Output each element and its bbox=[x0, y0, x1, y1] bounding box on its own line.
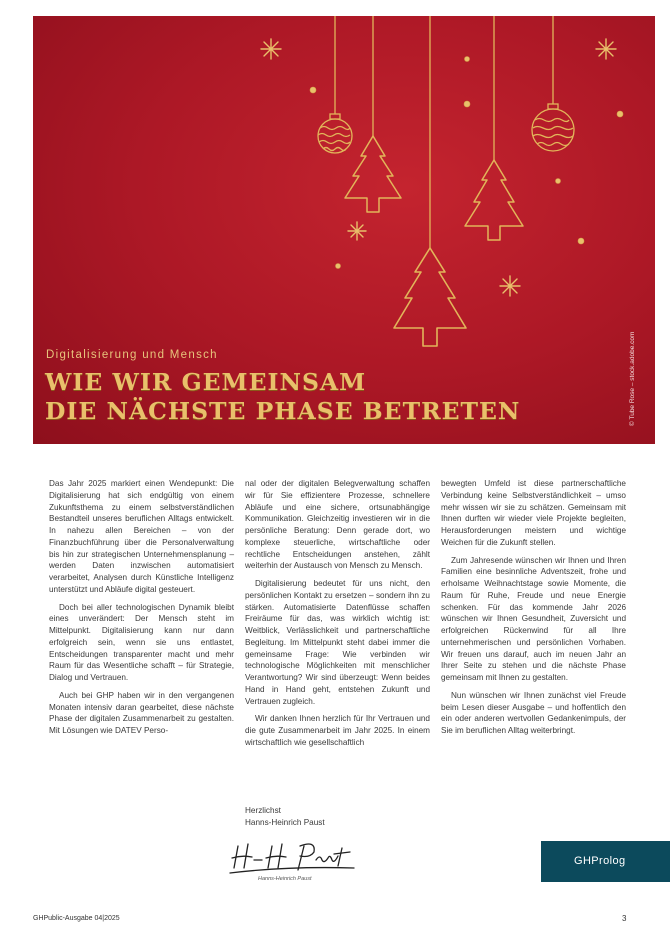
christmas-tree-icon bbox=[345, 136, 401, 212]
paragraph: bewegten Umfeld ist diese partnerschaftliche Verbindung keine Selbstverständlichkeit – umso mehr wissen wir sie zu schätzen. Gemeinsam mit Ihnen durften wir wieder viele Projekte begleiten, Herausforderungen meistern und wichtige Weichen für die Zukunft stellen. bbox=[441, 479, 626, 547]
article-column-2 bbox=[245, 478, 430, 755]
paragraph: Nun wünschen wir Ihnen zunächst viel Freude beim Lesen dieser Ausgabe – und hoffentlich den ein oder anderen wertvollen Gedankenimpuls, der Sie im beruflichen Alltag weiterbringt. bbox=[441, 690, 626, 735]
handwritten-signature bbox=[228, 838, 358, 878]
article-column-1 bbox=[49, 478, 234, 743]
paragraph: Doch bei aller technologischen Dynamik bleibt eines unverändert: Der Mensch steht im Mittelpunkt. Digitalisierung kann nur dann erfolgreich sein, wenn sie uns entlastet, Entscheidungen transparenter macht und mehr Raum für das Wesentliche schafft – für Strategie, Dialog und Vertrauen. bbox=[49, 602, 234, 682]
christmas-tree-icon bbox=[465, 160, 523, 240]
paragraph: Digitalisierung bedeutet für uns nicht, den persönlichen Kontakt zu ersetzen – sondern ihn zu stärken. Automatisierte Datenflüsse schaffen Freiräume für das, was wirklich wichtig ist: Weitblick, Verlässlichkeit und partnerschaftliche Begleitung. Im Mittelpunkt steht dabei immer die gemeinsame Frage: Wie verbinden wir technologische Möglichkeiten mit menschlicher Verantwortung? Wir sind überzeugt: Wenn beides Hand in Hand geht, entstehen Zukunft und Vertrauen zugleich. bbox=[245, 579, 430, 706]
paragraph: Zum Jahresende wünschen wir Ihnen und Ihren Familien eine besinnliche Adventszeit, frohe und erholsame Weihnachtstage sowie Momente, die Raum für Ruhe, Freude und neue Energie schenken. Für das kommende Jahr 2026 wünschen wir Ihnen Gesundheit, Zuversicht und erfolgreichen Rückenwind für all Ihre unternehmerischen und persönlichen Vorhaben. Wir freuen uns darauf, auch im neuen Jahr an Ihrer Seite zu stehen und die nächste Phase gemeinsam mit Ihnen zu gestalten. bbox=[441, 555, 626, 682]
article-column-3 bbox=[441, 478, 626, 743]
image-credit: © Tube Rose – stock.adobe.com bbox=[629, 331, 636, 426]
paragraph: nal oder der digitalen Belegverwaltung schaffen wir für Sie effizientere Prozesse, schnellere Abläufe und eine sichere, ortsunabhängige Kommunikation. Gleichzeitig investieren wir in die persönliche Beratung: Denn gerade dort, wo komplexe steuerliche, wirtschaftliche oder rechtliche Entscheidungen anstehen, zählt weiterhin der Austausch von Mensch zu Mensch. bbox=[245, 479, 430, 571]
bauble-icon bbox=[532, 104, 574, 151]
author-name: Hanns-Heinrich Paust bbox=[245, 818, 325, 827]
page-title bbox=[45, 368, 520, 426]
page-number: 3 bbox=[622, 914, 627, 923]
snowflake-icon bbox=[500, 276, 520, 296]
paragraph: Wir danken Ihnen herzlich für Ihr Vertrauen und die gute Zusammenarbeit im Jahr 2025. In einem wirtschaftlich wie gesellschaftlich bbox=[245, 714, 430, 747]
snowflake-icon bbox=[261, 39, 281, 59]
closing-greeting: Herzlichst bbox=[245, 806, 281, 815]
snowflake-icon bbox=[348, 222, 366, 240]
hero-banner bbox=[33, 16, 655, 444]
bauble-icon bbox=[318, 114, 352, 153]
signature-caption: Hanns-Heinrich Paust bbox=[258, 876, 312, 882]
footer-issue: GHPublic-Ausgabe 04|2025 bbox=[33, 915, 120, 922]
closing-block bbox=[245, 805, 325, 829]
headline-line-1: WIE WIR GEMEINSAM bbox=[45, 368, 367, 396]
paragraph: Auch bei GHP haben wir in den vergangenen Monaten intensiv daran gearbeitet, diese nächste Phase der digitalen Zusammenarbeit zu gestalten. Mit Lösungen wie DATEV Perso- bbox=[49, 690, 234, 735]
paragraph: Das Jahr 2025 markiert einen Wendepunkt: Die Digitalisierung hat sich endgültig von einem Zukunftsthema zu einem selbstverständlichen Bestandteil unseres beruflichen Alltags entwickelt. In nahezu allen Bereichen – von der Finanzbuchführung über die Personalverwaltung bis hin zur strategischen Unternehmensplanung – werden Daten inzwischen automatisiert verarbeitet, Analysen durch Künstliche Intelligenz unterstützt und Abläufe digital gesteuert. bbox=[49, 479, 234, 594]
section-kicker: Digitalisierung und Mensch bbox=[46, 349, 218, 361]
section-tab: GHProlog bbox=[541, 841, 670, 882]
headline-line-2: DIE NÄCHSTE PHASE BETRETEN bbox=[45, 397, 521, 425]
snowflake-icon bbox=[596, 39, 616, 59]
christmas-tree-icon bbox=[394, 248, 466, 346]
